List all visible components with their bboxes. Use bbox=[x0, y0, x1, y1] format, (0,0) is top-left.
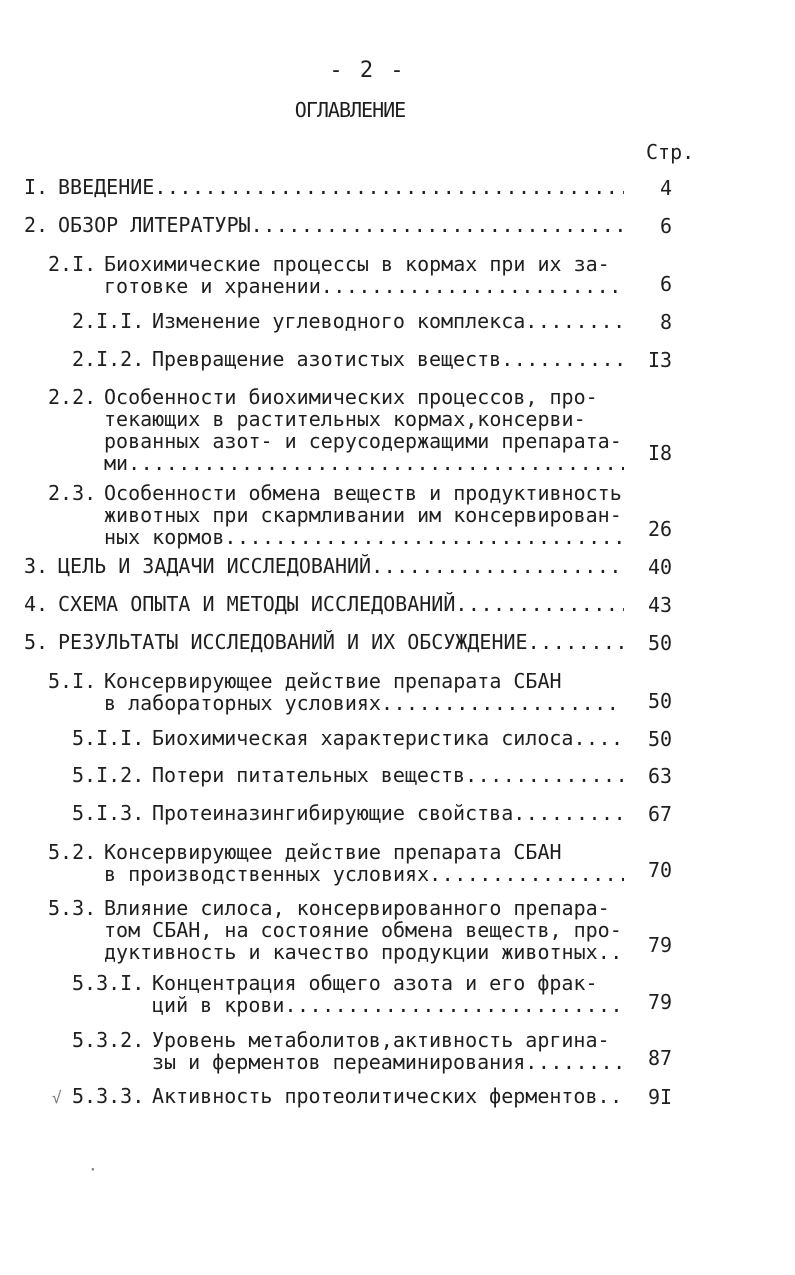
toc-entry-title: Биохимическая характеристика силоса bbox=[152, 726, 574, 750]
toc-entry-introduction bbox=[24, 176, 624, 198]
toc-entry-title-cont: в лабораторных условиях bbox=[104, 691, 381, 715]
toc-entry-number: 5.3.I. bbox=[72, 971, 145, 995]
toc-entry-5-1-3 bbox=[72, 802, 624, 824]
toc-entry-5 bbox=[24, 631, 624, 653]
toc-entry-number: 4. bbox=[24, 592, 49, 616]
toc-entry-title: ОБЗОР ЛИТЕРАТУРЫ bbox=[58, 213, 251, 237]
toc-entry-title: Активность протеолитических ферментов bbox=[152, 1084, 598, 1108]
toc-entry-title: ВВЕДЕНИЕ bbox=[58, 175, 155, 199]
toc-entry-number: 2.I. bbox=[48, 252, 97, 276]
toc-entry-title: РЕЗУЛЬТАТЫ ИССЛЕДОВАНИЙ И ИХ ОБСУЖДЕНИЕ bbox=[58, 630, 528, 654]
toc-entry-5-3-2 bbox=[72, 1029, 624, 1073]
toc-entry-title: Превращение азотистых веществ bbox=[152, 347, 502, 371]
toc-entry-number: 5.I. bbox=[48, 669, 97, 693]
toc-entry-page: 26 bbox=[648, 517, 673, 541]
toc-entry-page: 79 bbox=[648, 990, 673, 1014]
toc-entry-number: 2.I.I. bbox=[72, 309, 145, 333]
toc-entry-number: 2.2. bbox=[48, 385, 97, 409]
toc-entry-number: 5.3. bbox=[48, 896, 97, 920]
toc-entry-title: Особенности обмена веществ и продуктивность bbox=[104, 481, 622, 505]
toc-entry-2-1 bbox=[48, 253, 624, 297]
toc-entry-5-1-2 bbox=[72, 764, 624, 786]
toc-entry-title: Потери питательных веществ bbox=[152, 763, 466, 787]
toc-entry-number: 5.3.2. bbox=[72, 1028, 145, 1052]
toc-entry-title: СХЕМА ОПЫТА И МЕТОДЫ ИССЛЕДОВАНИЙ bbox=[58, 592, 456, 616]
toc-entry-title-cont: животных при скармливании им консервирован- bbox=[104, 503, 622, 527]
toc-entry-title: Консервирующее действие препарата СБАН bbox=[104, 669, 562, 693]
toc-entry-page: 4 bbox=[660, 176, 673, 200]
scan-speck-icon: · bbox=[88, 1160, 98, 1179]
toc-entry-title-cont: том СБАН, на состояние обмена веществ, про- bbox=[104, 918, 622, 942]
toc-entry-title-cont: ных кормов bbox=[104, 525, 225, 549]
toc-entry-title: Концентрация общего азота и его фрак- bbox=[152, 971, 598, 995]
toc-entry-5-2 bbox=[48, 841, 624, 885]
toc-entry-number: 2. bbox=[24, 213, 49, 237]
toc-entry-5-3-1 bbox=[72, 972, 624, 1016]
toc-entry-title-cont: ций в крови bbox=[152, 993, 285, 1017]
toc-entry-page: 67 bbox=[648, 802, 673, 826]
toc-entry-title-cont: ми bbox=[104, 451, 129, 475]
page-number: - 2 - bbox=[329, 58, 406, 83]
toc-entry-title: Влияние силоса, консервированного препара- bbox=[104, 896, 610, 920]
toc-entry-2-2 bbox=[48, 386, 624, 474]
toc-entry-4 bbox=[24, 593, 624, 615]
toc-title: ОГЛАВЛЕНИЕ bbox=[294, 98, 406, 122]
toc-entry-title-cont: рованных азот- и серусодержащими препарата- bbox=[104, 429, 622, 453]
toc-entry-title-cont: в производственных условиях bbox=[104, 862, 430, 886]
toc-entry-page: 8 bbox=[660, 310, 673, 334]
toc-entry-title: ЦЕЛЬ И ЗАДАЧИ ИССЛЕДОВАНИЙ bbox=[58, 554, 372, 578]
toc-entry-number: 5.I.3. bbox=[72, 801, 145, 825]
toc-entry-5-3 bbox=[48, 897, 624, 963]
toc-entry-page: 50 bbox=[648, 631, 673, 655]
toc-entry-title: Консервирующее действие препарата СБАН bbox=[104, 840, 562, 864]
toc-entry-title-cont: зы и ферментов переаминирования bbox=[152, 1050, 526, 1074]
toc-entry-page: 87 bbox=[648, 1046, 673, 1070]
toc-entry-page: 50 bbox=[648, 689, 673, 713]
toc-entry-5-1 bbox=[48, 670, 624, 714]
toc-entry-literature-review bbox=[24, 214, 624, 236]
toc-entry-title-cont: дуктивность и качество продукции животных bbox=[104, 940, 598, 964]
toc-entry-2-1-1 bbox=[72, 310, 624, 332]
toc-entry-page: 50 bbox=[648, 727, 673, 751]
toc-entry-title: Особенности биохимических процессов, про- bbox=[104, 385, 598, 409]
toc-entry-number: 5.2. bbox=[48, 840, 97, 864]
toc-entry-number: 5.I.2. bbox=[72, 763, 145, 787]
toc-entry-title-cont: текающих в растительных кормах,консерви- bbox=[104, 407, 586, 431]
toc-entry-number: 2.3. bbox=[48, 481, 97, 505]
page-column-label: Стр. bbox=[646, 140, 695, 164]
toc-entry-page: 70 bbox=[648, 858, 673, 882]
toc-entry-number: I. bbox=[24, 175, 49, 199]
toc-entry-page: 6 bbox=[660, 272, 673, 296]
toc-entry-page: 43 bbox=[648, 593, 673, 617]
toc-entry-title: Биохимические процессы в кормах при их за- bbox=[104, 252, 610, 276]
toc-entry-2-1-2 bbox=[72, 348, 624, 370]
toc-entry-title: Уровень метаболитов,активность аргина- bbox=[152, 1028, 610, 1052]
toc-entry-number: 3. bbox=[24, 554, 49, 578]
toc-entry-title: Протеиназингибирующие свойства bbox=[152, 801, 514, 825]
toc-entry-number: 5.3.3. bbox=[72, 1084, 145, 1108]
toc-entry-page: 79 bbox=[648, 933, 673, 957]
toc-entry-number: 5. bbox=[24, 630, 49, 654]
toc-entry-number: 5.I.I. bbox=[72, 726, 145, 750]
scan-mark-icon: √ bbox=[52, 1088, 62, 1107]
toc-entry-page: 63 bbox=[648, 764, 673, 788]
toc-entry-page: I8 bbox=[648, 441, 673, 465]
toc-entry-page: 40 bbox=[648, 555, 673, 579]
toc-entry-title: Изменение углеводного комплекса bbox=[152, 309, 526, 333]
toc-entry-title-cont: готовке и хранении bbox=[104, 274, 321, 298]
toc-entry-2-3 bbox=[48, 482, 624, 548]
toc-entry-page: 6 bbox=[660, 214, 673, 238]
toc-entry-5-1-1 bbox=[72, 727, 624, 749]
toc-entry-number: 2.I.2. bbox=[72, 347, 145, 371]
toc-entry-page: 9I bbox=[648, 1085, 673, 1109]
toc-entry-page: I3 bbox=[648, 348, 673, 372]
toc-entry-3 bbox=[24, 555, 624, 577]
toc-entry-5-3-3 bbox=[72, 1085, 624, 1107]
